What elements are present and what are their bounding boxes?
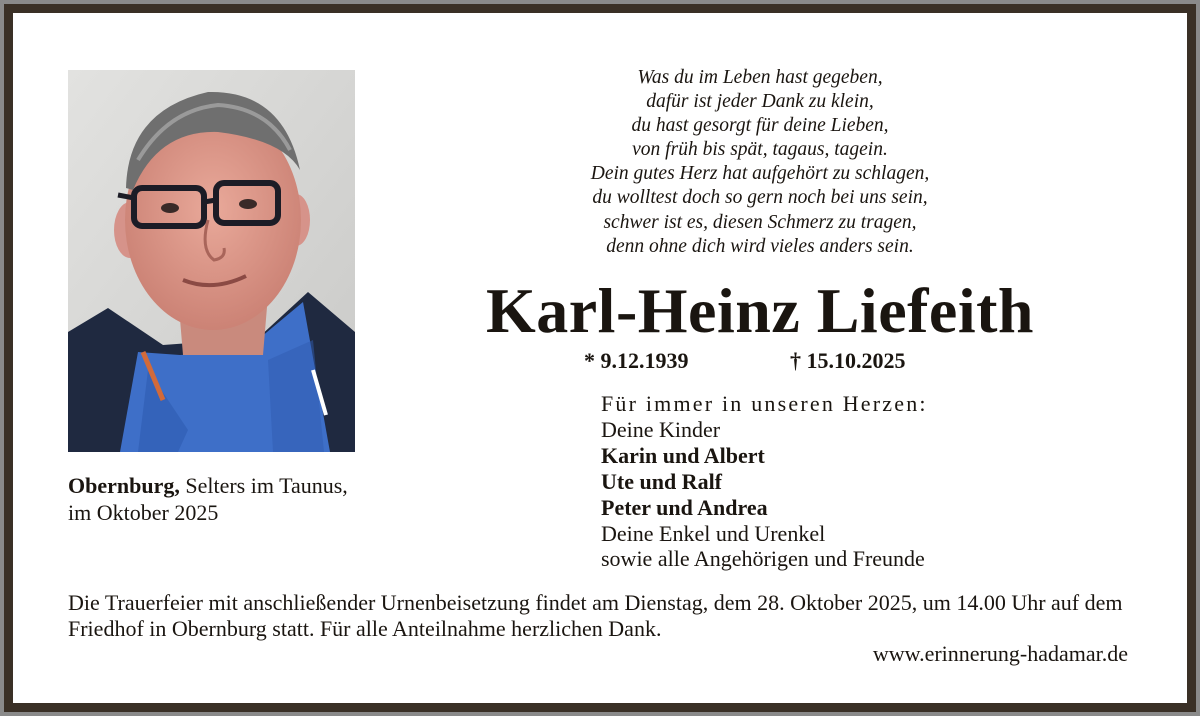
poem-line: du hast gesorgt für deine Lieben, <box>631 115 889 137</box>
portrait-photo <box>68 70 355 452</box>
website-link[interactable]: www.erinnerung-hadamar.de <box>872 641 1128 666</box>
others-label: sowie alle Angehörigen und Freunde <box>601 546 925 572</box>
town-name: Obernburg, <box>68 473 180 498</box>
family-name: Peter und Andrea <box>601 494 768 520</box>
location-rest: Selters im Taunus, im Oktober 2025 <box>68 473 348 525</box>
death-date: † 15.10.2025 <box>790 348 906 373</box>
mourners-list <box>601 391 1121 572</box>
poem-line: dafür ist jeder Dank zu klein, <box>646 91 874 113</box>
poem-line: du wolltest doch so gern noch bei uns sein, <box>592 187 928 209</box>
poem-line: Dein gutes Herz hat aufgehört zu schlagen, <box>590 163 930 185</box>
location-date <box>68 472 368 526</box>
poem <box>470 66 1050 259</box>
mourners-tagline: Für immer in unseren Herzen: <box>601 391 928 416</box>
service-announcement: Die Trauerfeier mit anschließender Urnenbeisetzung findet am Dienstag, dem 28. Oktober 2025, um 14.00 Uhr auf dem Friedhof in Obernburg statt. Für alle Anteilnahme herzlichen Dank. <box>68 590 1123 641</box>
grandchildren-label: Deine Enkel und Urenkel <box>601 520 826 546</box>
deceased-name: Karl-Heinz Liefeith <box>485 275 1035 346</box>
family-name: Ute und Ralf <box>601 468 723 494</box>
children-label: Deine Kinder <box>601 416 721 442</box>
poem-line: denn ohne dich wird vieles anders sein. <box>606 235 914 257</box>
family-name: Karin und Albert <box>601 442 765 468</box>
poem-line: Was du im Leben hast gegeben, <box>637 67 883 88</box>
birth-date: * 9.12.1939 <box>584 348 689 373</box>
poem-line: von früh bis spät, tagaus, tagein. <box>632 139 888 161</box>
poem-line: schwer ist es, diesen Schmerz zu tragen, <box>603 211 917 233</box>
